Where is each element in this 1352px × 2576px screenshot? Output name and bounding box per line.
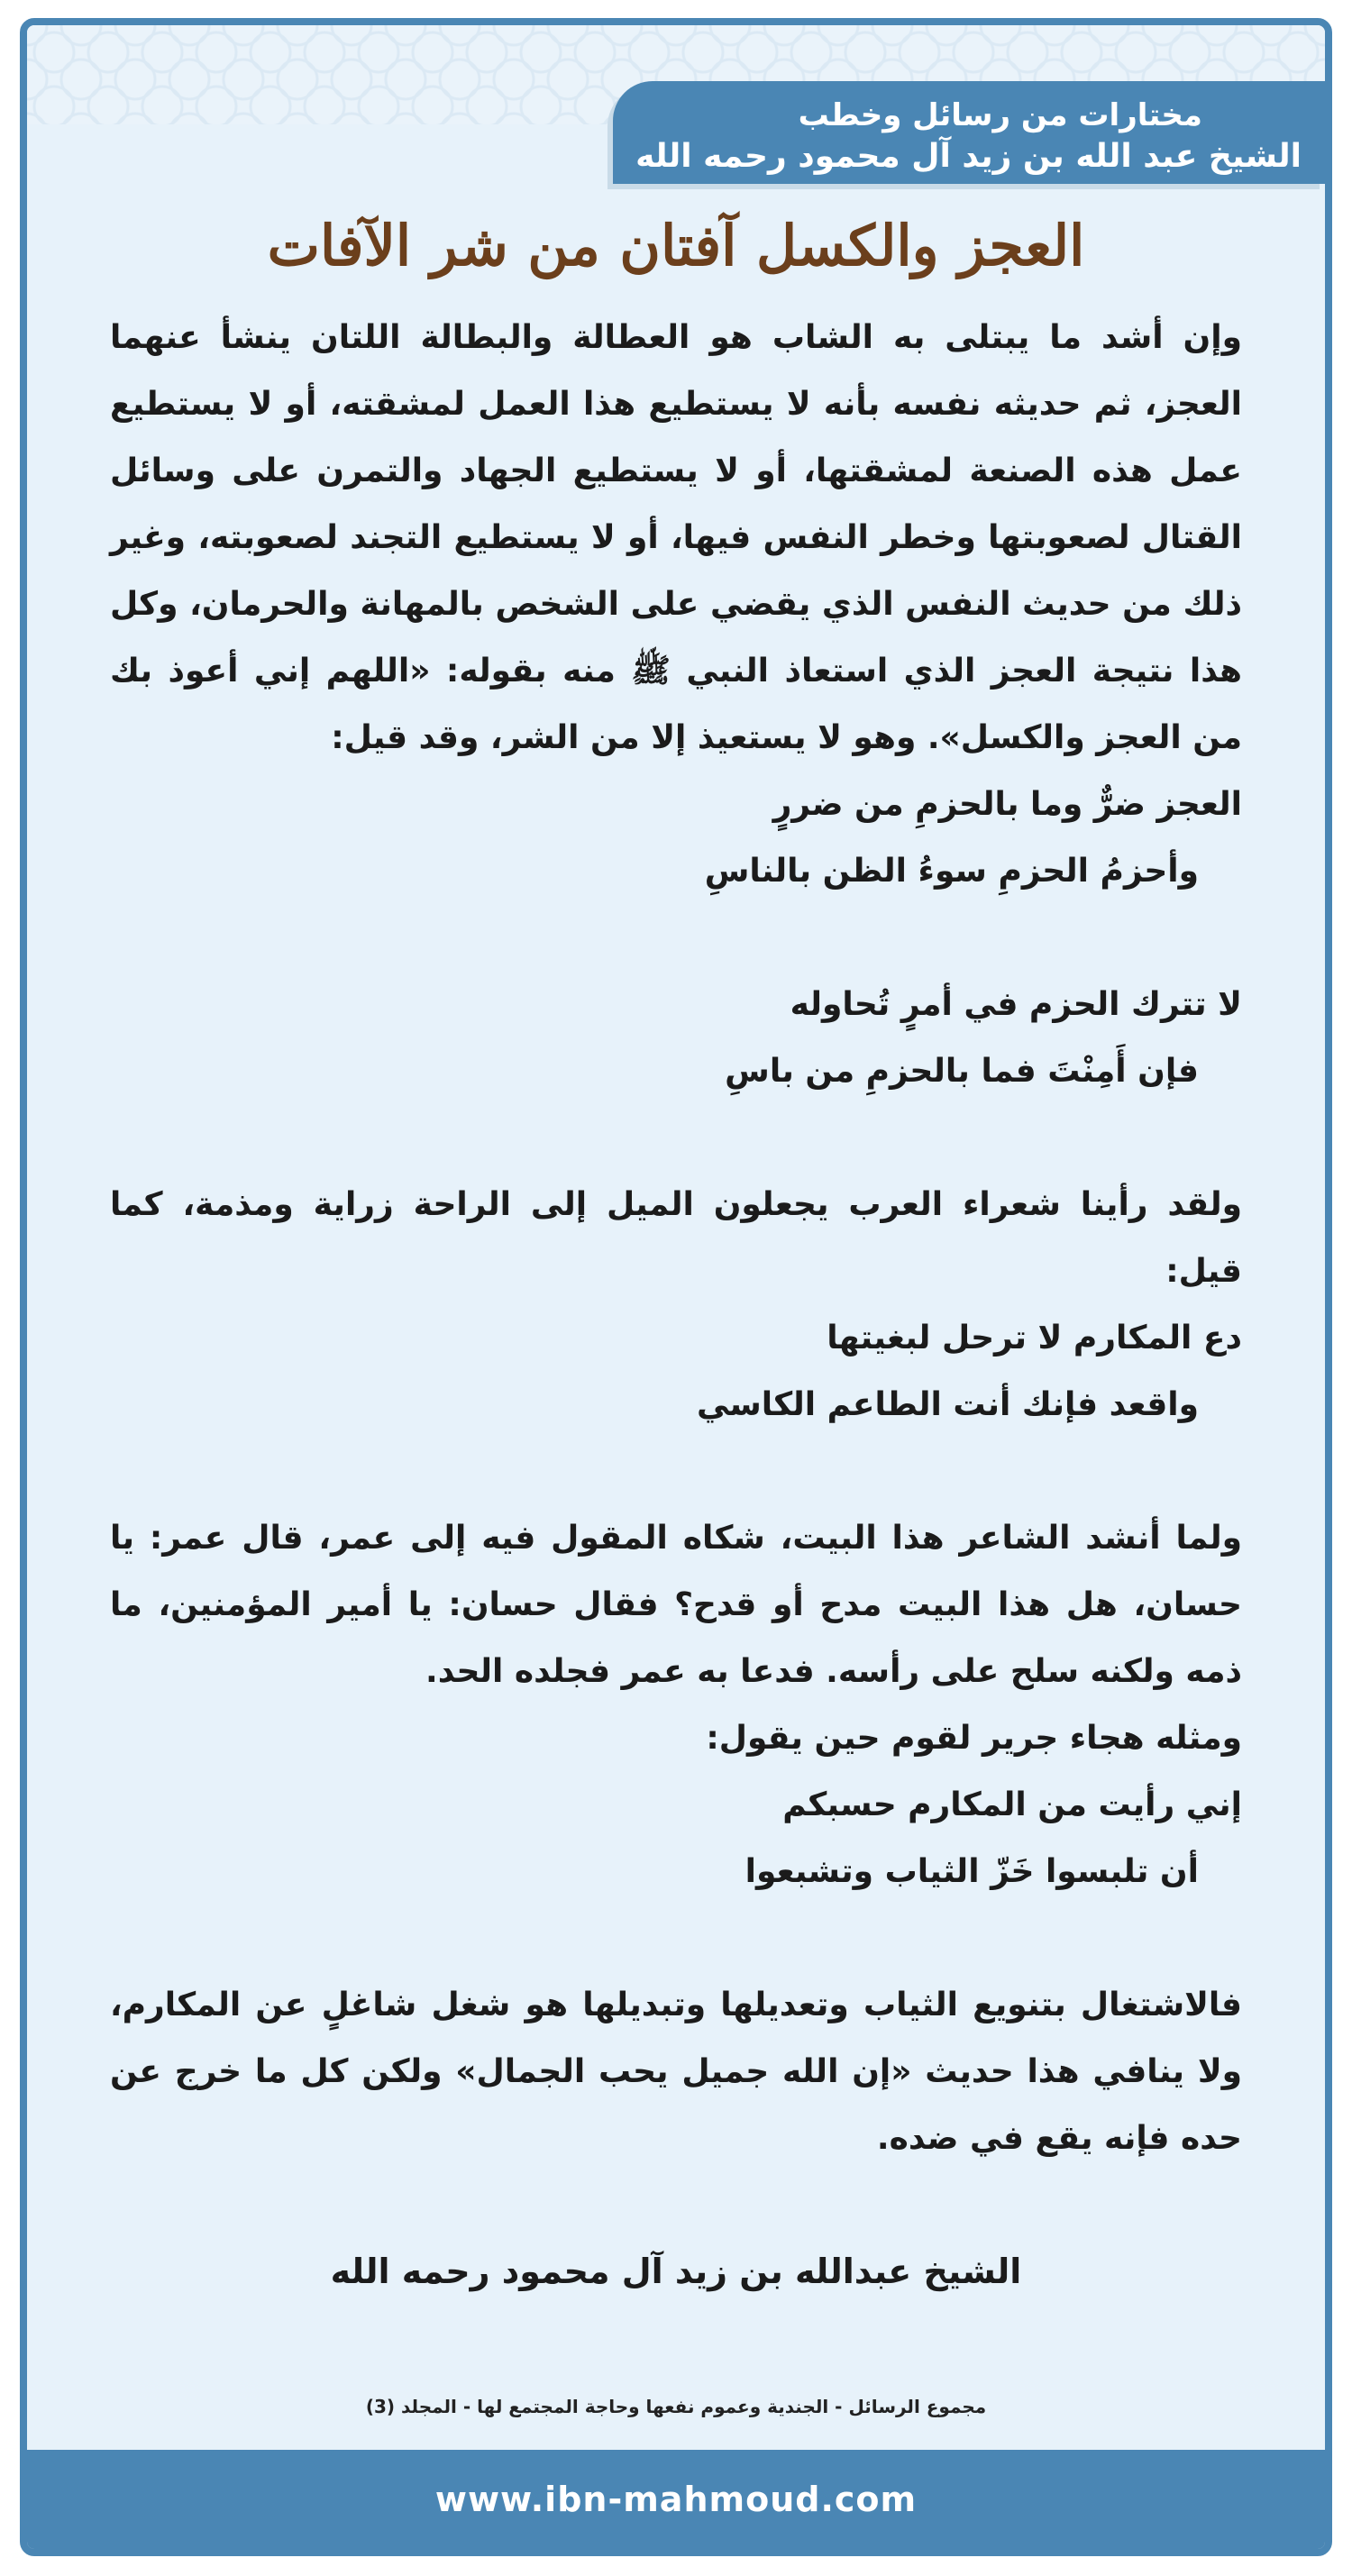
footer-bar <box>27 2450 1325 2549</box>
article-card <box>20 18 1332 2556</box>
verse-1-second-line: وأحزمُ الحزمِ سوءُ الظن بالناسِ <box>704 853 1199 890</box>
verse-4-second-line: أن تلبسوا خَزّ الثياب وتشبعوا <box>745 1853 1199 1890</box>
source-citation: مجموع الرسائل - الجندية وعموم نفعها وحاجة المجتمع لها - المجلد (3) <box>365 2396 987 2417</box>
header-collection-title: مختارات من رسائل وخطب <box>798 97 1202 133</box>
spacer <box>110 1905 1242 1972</box>
verse-2-first-line: لا تترك الحزم في أمرٍ تُحاوله <box>790 986 1242 1023</box>
verse-1-first-line: العجز ضرٌّ وما بالحزمِ من ضررٍ <box>772 786 1242 823</box>
paragraph-1: وإن أشد ما يبتلى به الشاب هو العطالة والبطالة اللتان ينشأ عنهما العجز، ثم حديثه نفسه بأنه لا يستطيع هذا العمل لمشقته، أو لا يستطيع عمل هذه الصنعة لمشقتها، أو لا يستطيع الجهاد والتمرن على وسائل القتال لصعوبتها وخطر النفس فيها، أو لا يستطيع التجند لصعوبته، وغير ذلك من حديث النفس الذي يقضي على الشخص بالمهانة والحرمان، وكل هذا نتيجة العجز الذي استعاذ النبي ﷺ منه بقوله: «اللهم إني أعوذ بك من العجز والكسل». وهو لا يستعيذ إلا من الشر، وقد قيل: <box>110 319 1242 756</box>
spacer <box>110 1439 1242 1505</box>
verse-3-first-line: دع المكارم لا ترحل لبغيتها <box>827 1320 1242 1357</box>
verse-3-second-line: واقعد فإنك أنت الطاعم الكاسي <box>696 1386 1199 1423</box>
paragraph-5: فالاشتغال بتنويع الثياب وتعديلها وتبديلها هو شغل شاغلٍ عن المكارم، ولا ينافي هذا حديث «إن الله جميل يحب الجمال» ولكن كل ما خرج عن حده فإنه يقع في ضده. <box>110 1987 1242 2157</box>
paragraph-4: ومثله هجاء جرير لقوم حين يقول: <box>706 1720 1242 1757</box>
article-body <box>110 305 1242 2172</box>
spacer <box>110 905 1242 972</box>
website-link[interactable]: www.ibn-mahmoud.com <box>434 2480 918 2519</box>
spacer <box>110 1105 1242 1172</box>
paragraph-3: ولما أنشد الشاعر هذا البيت، شكاه المقول فيه إلى عمر، قال عمر: يا حسان، هل هذا البيت مدح أو قدح؟ فقال حسان: يا أمير المؤمنين، ما ذمه ولكنه سلح على رأسه. فدعا به عمر فجلده الحد. <box>110 1520 1242 1690</box>
verse-4-first-line: إني رأيت من المكارم حسبكم <box>782 1786 1242 1823</box>
verse-2-second-line: فإن أَمِنْتَ فما بالحزمِ من باسِ <box>725 1053 1199 1090</box>
article-title: العجز والكسل آفتان من شر الآفات <box>267 213 1085 279</box>
signature: الشيخ عبدالله بن زيد آل محمود رحمه الله <box>330 2252 1022 2291</box>
header-author-name: الشيخ عبد الله بن زيد آل محمود رحمه الله <box>635 138 1302 175</box>
header-banner <box>613 81 1325 184</box>
paragraph-2: ولقد رأينا شعراء العرب يجعلون الميل إلى الراحة زراية ومذمة، كما قيل: <box>110 1186 1242 1290</box>
